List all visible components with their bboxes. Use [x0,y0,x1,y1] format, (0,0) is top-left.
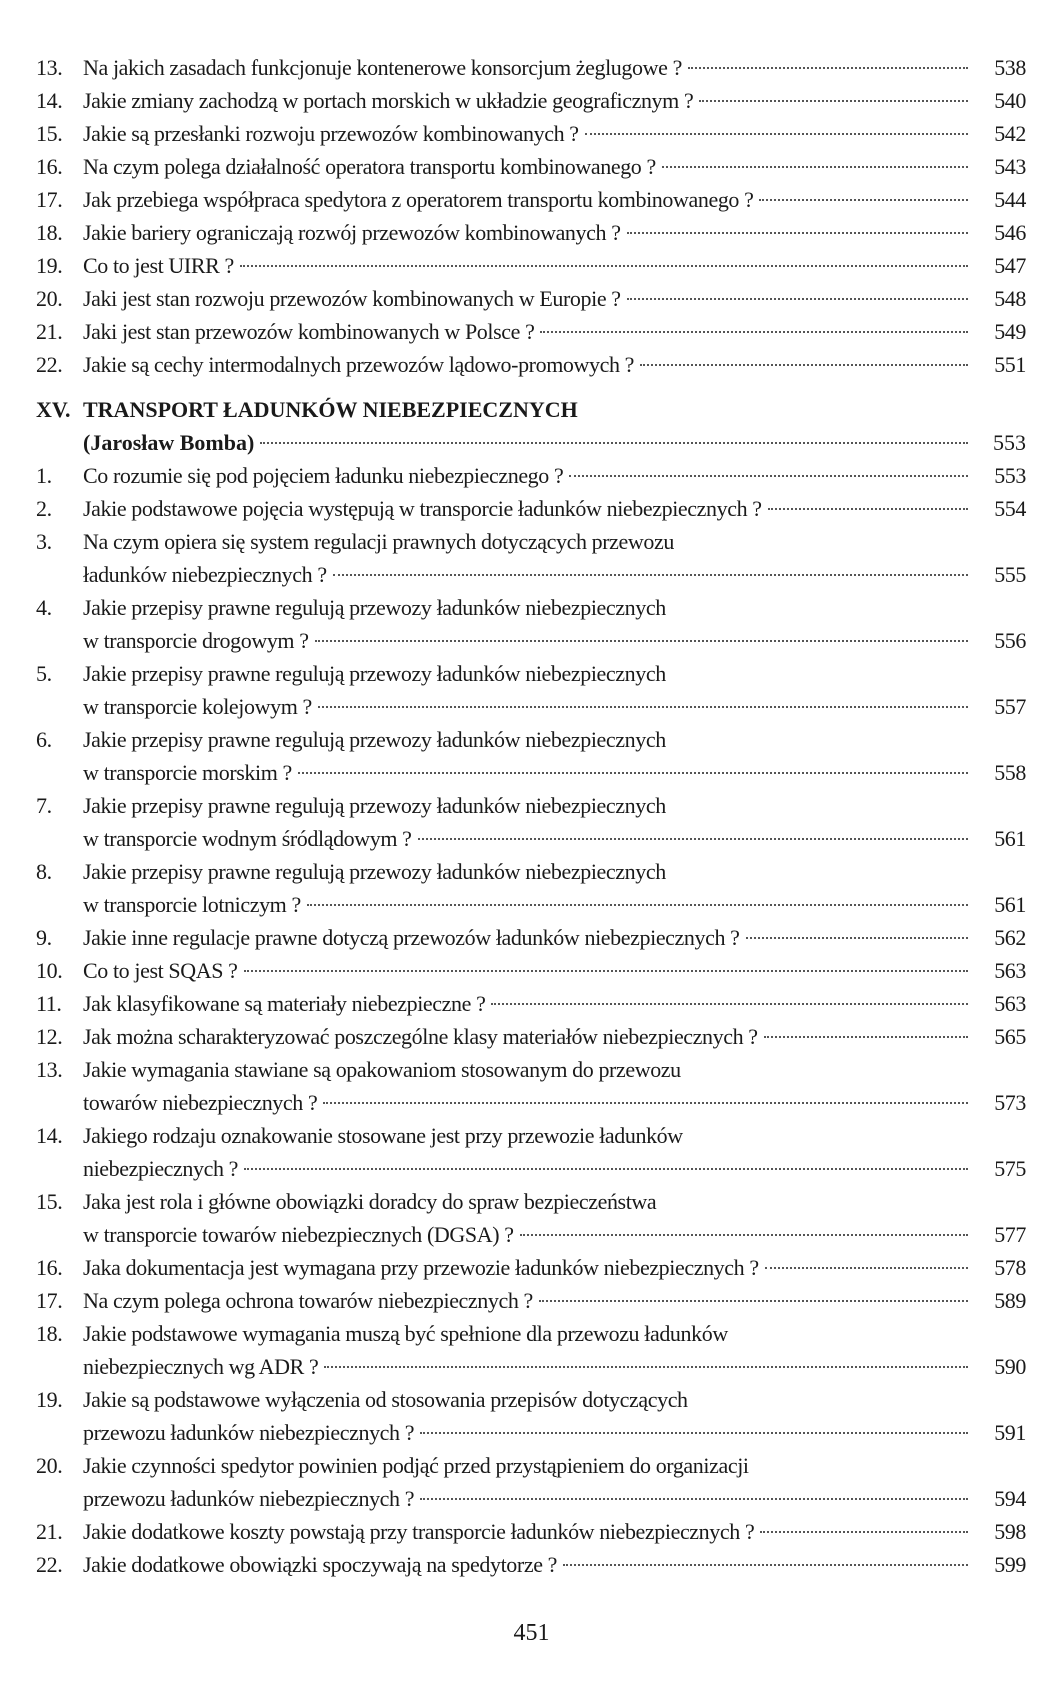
section-title: TRANSPORT ŁADUNKÓW NIEBEZPIECZNYCH [83,397,578,422]
entry-number: 20. [36,286,63,311]
toc-entry-continuation [36,690,1026,723]
dot-leader [307,904,968,906]
entry-title: Jakie podstawowe wymagania muszą być spełnione dla przewozu ładunków [83,1321,728,1346]
toc-entry-continuation [36,1086,1026,1119]
dot-leader [760,1531,968,1533]
entry-title: Jakie dodatkowe obowiązki spoczywają na spedytorze ? [83,1552,558,1577]
entry-page: 573 [994,1090,1026,1115]
entry-number: 3. [36,529,52,554]
entry-page: 555 [994,562,1026,587]
entry-page: 553 [994,463,1026,488]
dot-leader [315,640,968,642]
dot-leader [765,1267,968,1269]
entry-number: 15. [36,1189,63,1214]
dot-leader [540,331,968,333]
dot-leader [640,364,968,366]
entry-title: Jakie dodatkowe koszty powstają przy transporcie ładunków niebezpiecznych ? [83,1519,755,1544]
entry-title: Jakie zmiany zachodzą w portach morskich w układzie geograficznym ? [83,88,694,113]
toc-entry [36,657,1026,690]
entry-title: Jak przebiega współpraca spedytora z operatorem transportu kombinowanego ? [83,187,754,212]
entry-title: Jakie są cechy intermodalnych przewozów lądowo-promowych ? [83,352,635,377]
entry-page: 575 [994,1156,1026,1181]
table-of-contents [36,51,1026,1581]
entry-number: 2. [36,496,52,521]
toc-entry [36,1284,1026,1317]
entry-title: w transporcie kolejowym ? [83,694,312,719]
dot-leader [491,1003,968,1005]
entry-title: ładunków niebezpiecznych ? [83,562,327,587]
toc-entry [36,117,1026,150]
entry-number: 12. [36,1024,63,1049]
entry-number: 20. [36,1453,63,1478]
entry-number: 6. [36,727,52,752]
toc-entry-continuation [36,558,1026,591]
entry-page: 547 [994,253,1026,278]
dot-leader [420,1498,968,1500]
entry-page: 565 [994,1024,1026,1049]
toc-entry [36,1515,1026,1548]
entry-number: 9. [36,925,52,950]
dot-leader [333,574,968,576]
entry-number: 8. [36,859,52,884]
entry-title: przewozu ładunków niebezpiecznych ? [83,1486,415,1511]
entry-page: 540 [994,88,1026,113]
toc-entry [36,1119,1026,1152]
dot-leader [324,1366,968,1368]
toc-entry [36,855,1026,888]
entry-title: Jaka jest rola i główne obowiązki doradcy do spraw bezpieczeństwa [83,1189,657,1214]
entry-title: Jaki jest stan rozwoju przewozów kombinowanych w Europie ? [83,286,621,311]
page-number: 451 [513,1620,550,1646]
section-author: (Jarosław Bomba) [83,430,255,455]
entry-number: 17. [36,1288,63,1313]
entry-page: 548 [994,286,1026,311]
entry-title: Jakie są przesłanki rozwoju przewozów kombinowanych ? [83,121,579,146]
entry-number: 19. [36,253,63,278]
toc-entry-continuation [36,756,1026,789]
toc-entry [36,921,1026,954]
entry-page: 590 [994,1354,1026,1379]
dot-leader [318,706,968,708]
entry-title: Jak można scharakteryzować poszczególne klasy materiałów niebezpiecznych ? [83,1024,758,1049]
entry-number: 21. [36,319,63,344]
entry-title: Na jakich zasadach funkcjonuje kontenerowe konsorcjum żeglugowe ? [83,55,682,80]
entry-number: 5. [36,661,52,686]
entry-title: Jakie przepisy prawne regulują przewozy ładunków niebezpiecznych [83,859,666,884]
entry-page: 599 [994,1552,1026,1577]
entry-title: Na czym polega ochrona towarów niebezpiecznych ? [83,1288,533,1313]
entry-number: 11. [36,991,62,1016]
entry-number: 14. [36,88,63,113]
toc-entry [36,282,1026,315]
toc-entry [36,1548,1026,1581]
toc-entry-continuation [36,624,1026,657]
entry-page: 556 [994,628,1026,653]
entry-number: 22. [36,1552,63,1577]
entry-number: 18. [36,1321,63,1346]
toc-entry [36,249,1026,282]
dot-leader [298,772,968,774]
toc-entry [36,723,1026,756]
dot-leader [539,1300,968,1302]
toc-entry [36,1020,1026,1053]
entry-number: 22. [36,352,63,377]
toc-entry [36,1185,1026,1218]
entry-title: Co to jest SQAS ? [83,958,238,983]
entry-page: 589 [994,1288,1026,1313]
dot-leader [420,1432,968,1434]
toc-entry-continuation [36,1416,1026,1449]
toc-entry [36,84,1026,117]
entry-number: 18. [36,220,63,245]
section-heading [36,393,1026,426]
entry-page: 543 [994,154,1026,179]
toc-entry [36,1449,1026,1482]
entry-title: Jakie podstawowe pojęcia występują w transporcie ładunków niebezpiecznych ? [83,496,762,521]
entry-page: 546 [994,220,1026,245]
toc-entry [36,525,1026,558]
toc-entry [36,789,1026,822]
dot-leader [768,508,968,510]
entry-number: 13. [36,1057,63,1082]
entry-title: w transporcie morskim ? [83,760,292,785]
entry-title: Na czym opiera się system regulacji prawnych dotyczących przewozu [83,529,674,554]
entry-page: 561 [994,892,1026,917]
entry-number: 17. [36,187,63,212]
section-page: 553 [993,430,1026,455]
dot-leader [563,1564,968,1566]
entry-page: 544 [994,187,1026,212]
dot-leader [688,67,968,69]
entry-title: Jakie inne regulacje prawne dotyczą przewozów ładunków niebezpiecznych ? [83,925,740,950]
dot-leader [260,442,968,444]
toc-entry [36,150,1026,183]
entry-page: 591 [994,1420,1026,1445]
toc-entry [36,348,1026,381]
entry-title: Jakie przepisy prawne regulują przewozy ładunków niebezpiecznych [83,661,666,686]
toc-entry [36,1383,1026,1416]
entry-number: 4. [36,595,52,620]
dot-leader [244,1168,968,1170]
toc-entry [36,987,1026,1020]
dot-leader [759,199,968,201]
toc-entry [36,954,1026,987]
entry-title: Jaka dokumentacja jest wymagana przy przewozie ładunków niebezpiecznych ? [83,1255,759,1280]
dot-leader [569,475,968,477]
entry-page: 554 [994,496,1026,521]
toc-entry [36,1053,1026,1086]
toc-entry [36,1251,1026,1284]
entry-number: 13. [36,55,63,80]
dot-leader [244,970,968,972]
dot-leader [240,265,968,267]
dot-leader [585,133,968,135]
entry-number: 16. [36,1255,63,1280]
entry-title: w transporcie drogowym ? [83,628,309,653]
dot-leader [520,1234,968,1236]
entry-number: 16. [36,154,63,179]
entry-number: 14. [36,1123,63,1148]
entry-title: niebezpiecznych wg ADR ? [83,1354,319,1379]
entry-title: Jakiego rodzaju oznakowanie stosowane jest przy przewozie ładunków [83,1123,683,1148]
dot-leader [418,838,968,840]
entry-title: Jaki jest stan przewozów kombinowanych w Polsce ? [83,319,535,344]
entry-number: 10. [36,958,63,983]
entry-page: 577 [994,1222,1026,1247]
entry-title: Jakie przepisy prawne regulują przewozy ładunków niebezpiecznych [83,727,666,752]
toc-entry [36,1317,1026,1350]
entry-title: Jakie są podstawowe wyłączenia od stosowania przepisów dotyczących [83,1387,688,1412]
entry-number: 1. [36,463,52,488]
section-number: XV. [36,397,71,422]
entry-title: przewozu ładunków niebezpiecznych ? [83,1420,415,1445]
entry-title: w transporcie wodnym śródlądowym ? [83,826,412,851]
entry-title: Jakie bariery ograniczają rozwój przewozów kombinowanych ? [83,220,621,245]
toc-entry [36,459,1026,492]
toc-entry-continuation [36,1218,1026,1251]
entry-title: Jakie czynności spedytor powinien podjąć przed przystąpieniem do organizacji [83,1453,749,1478]
section-author-row [36,426,1026,459]
toc-entry [36,315,1026,348]
toc-entry-continuation [36,1482,1026,1515]
toc-entry-continuation [36,822,1026,855]
dot-leader [699,100,968,102]
dot-leader [746,937,968,939]
dot-leader [662,166,968,168]
entry-page: 563 [994,958,1026,983]
entry-page: 558 [994,760,1026,785]
entry-number: 19. [36,1387,63,1412]
entry-title: Jakie przepisy prawne regulują przewozy ładunków niebezpiecznych [83,793,666,818]
section-gap [36,381,1026,393]
entry-title: Na czym polega działalność operatora transportu kombinowanego ? [83,154,656,179]
dot-leader [627,232,968,234]
entry-number: 7. [36,793,52,818]
entry-title: w transporcie lotniczym ? [83,892,301,917]
entry-title: Co to jest UIRR ? [83,253,234,278]
entry-title: w transporcie towarów niebezpiecznych (DGSA) ? [83,1222,514,1247]
entry-page: 578 [994,1255,1026,1280]
dot-leader [764,1036,968,1038]
entry-page: 561 [994,826,1026,851]
entry-page: 551 [994,352,1026,377]
toc-entry-continuation [36,1152,1026,1185]
entry-title: Jakie przepisy prawne regulują przewozy ładunków niebezpiecznych [83,595,666,620]
entry-page: 549 [994,319,1026,344]
entry-page: 557 [994,694,1026,719]
entry-page: 563 [994,991,1026,1016]
entry-page: 562 [994,925,1026,950]
toc-entry [36,591,1026,624]
entry-title: Co rozumie się pod pojęciem ładunku niebezpiecznego ? [83,463,564,488]
entry-page: 594 [994,1486,1026,1511]
toc-entry [36,492,1026,525]
entry-page: 538 [994,55,1026,80]
dot-leader [323,1102,968,1104]
entry-title: niebezpiecznych ? [83,1156,239,1181]
entry-title: Jak klasyfikowane są materiały niebezpieczne ? [83,991,486,1016]
toc-entry [36,51,1026,84]
toc-entry-continuation [36,1350,1026,1383]
toc-entry-continuation [36,888,1026,921]
dot-leader [627,298,968,300]
entry-title: Jakie wymagania stawiane są opakowaniom stosowanym do przewozu [83,1057,681,1082]
entry-page: 598 [994,1519,1026,1544]
toc-entry [36,216,1026,249]
entry-number: 15. [36,121,63,146]
entry-title: towarów niebezpiecznych ? [83,1090,318,1115]
toc-entry [36,183,1026,216]
entry-page: 542 [994,121,1026,146]
entry-number: 21. [36,1519,63,1544]
